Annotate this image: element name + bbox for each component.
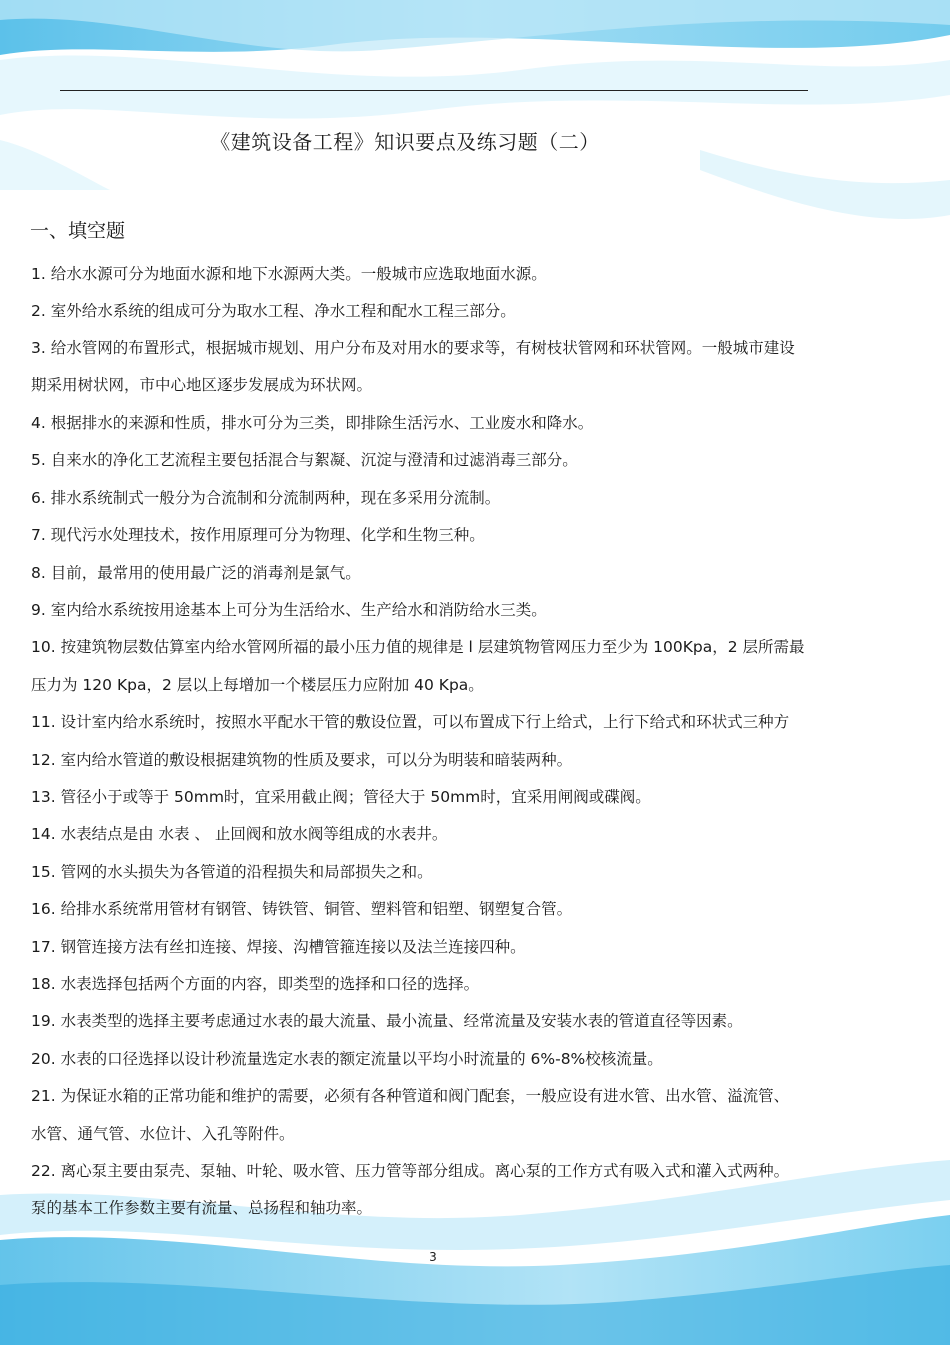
question-line: 5. 自来水的净化工艺流程主要包括混合与絮凝、沉淀与澄清和过滤消毒三部分。 bbox=[31, 451, 578, 469]
question-line: 20. 水表的口径选择以设计秒流量选定水表的额定流量以平均小时流量的 6%-8%校核流量。 bbox=[31, 1050, 663, 1068]
question-line-continuation: 压力为 120 Kpa，2 层以上每增加一个楼层压力应附加 40 Kpa。 bbox=[31, 676, 484, 694]
question-line: 12. 室内给水管道的敷设根据建筑物的性质及要求，可以分为明装和暗装两种。 bbox=[31, 751, 573, 769]
question-line: 21. 为保证水箱的正常功能和维护的需要，必须有各种管道和阀门配套，一般应设有进水管、出水管、溢流管、 bbox=[31, 1087, 790, 1105]
question-line: 2. 室外给水系统的组成可分为取水工程、净水工程和配水工程三部分。 bbox=[31, 302, 516, 320]
question-line: 19. 水表类型的选择主要考虑通过水表的最大流量、最小流量、经常流量及安装水表的管道直径等因素。 bbox=[31, 1012, 743, 1030]
question-line: 6. 排水系统制式一般分为合流制和分流制两种，现在多采用分流制。 bbox=[31, 489, 501, 507]
question-line: 1. 给水水源可分为地面水源和地下水源两大类。一般城市应选取地面水源。 bbox=[31, 265, 547, 283]
question-line: 8. 目前，最常用的使用最广泛的消毒剂是氯气。 bbox=[31, 564, 361, 582]
page-number: 3 bbox=[429, 1250, 437, 1264]
question-line: 22. 离心泵主要由泵壳、泵轴、叶轮、吸水管、压力管等部分组成。离心泵的工作方式有吸入式和灌入式两种。 bbox=[31, 1162, 790, 1180]
header-divider bbox=[60, 90, 808, 91]
section-heading: 一、填空题 bbox=[30, 220, 126, 242]
question-line: 4. 根据排水的来源和性质，排水可分为三类，即排除生活污水、工业废水和降水。 bbox=[31, 414, 594, 432]
question-line: 15. 管网的水头损失为各管道的沿程损失和局部损失之和。 bbox=[31, 863, 433, 881]
question-line: 13. 管径小于或等于 50mm时，宜采用截止阀；管径大于 50mm时，宜采用闸阀或碟阀。 bbox=[31, 788, 651, 806]
question-line: 3. 给水管网的布置形式，根据城市规划、用户分布及对用水的要求等，有树枝状管网和环状管网。一般城市建设 bbox=[31, 339, 795, 357]
question-line-continuation: 期采用树状网，市中心地区逐步发展成为环状网。 bbox=[31, 376, 373, 394]
question-line: 9. 室内给水系统按用途基本上可分为生活给水、生产给水和消防给水三类。 bbox=[31, 601, 547, 619]
question-line: 18. 水表选择包括两个方面的内容，即类型的选择和口径的选择。 bbox=[31, 975, 480, 993]
question-line-continuation: 水管、通气管、水位计、入孔等附件。 bbox=[31, 1125, 295, 1143]
question-line-continuation: 泵的基本工作参数主要有流量、总扬程和轴功率。 bbox=[31, 1199, 373, 1217]
question-line: 7. 现代污水处理技术，按作用原理可分为物理、化学和生物三种。 bbox=[31, 526, 485, 544]
question-line: 10. 按建筑物层数估算室内给水管网所福的最小压力值的规律是 l 层建筑物管网压力至少为 100Kpa，2 层所需最 bbox=[31, 638, 805, 656]
page-title: 《建筑设备工程》知识要点及练习题（二） bbox=[210, 130, 600, 154]
question-line: 11. 设计室内给水系统时，按照水平配水干管的敷设位置，可以布置成下行上给式，上行下给式和环状式三种方 bbox=[31, 713, 790, 731]
question-line: 14. 水表结点是由 水表 、 止回阀和放水阀等组成的水表井。 bbox=[31, 825, 448, 843]
question-line: 17. 钢管连接方法有丝扣连接、焊接、沟槽管箍连接以及法兰连接四种。 bbox=[31, 938, 526, 956]
question-line: 16. 给排水系统常用管材有钢管、铸铁管、铜管、塑料管和铝塑、钢塑复合管。 bbox=[31, 900, 573, 918]
